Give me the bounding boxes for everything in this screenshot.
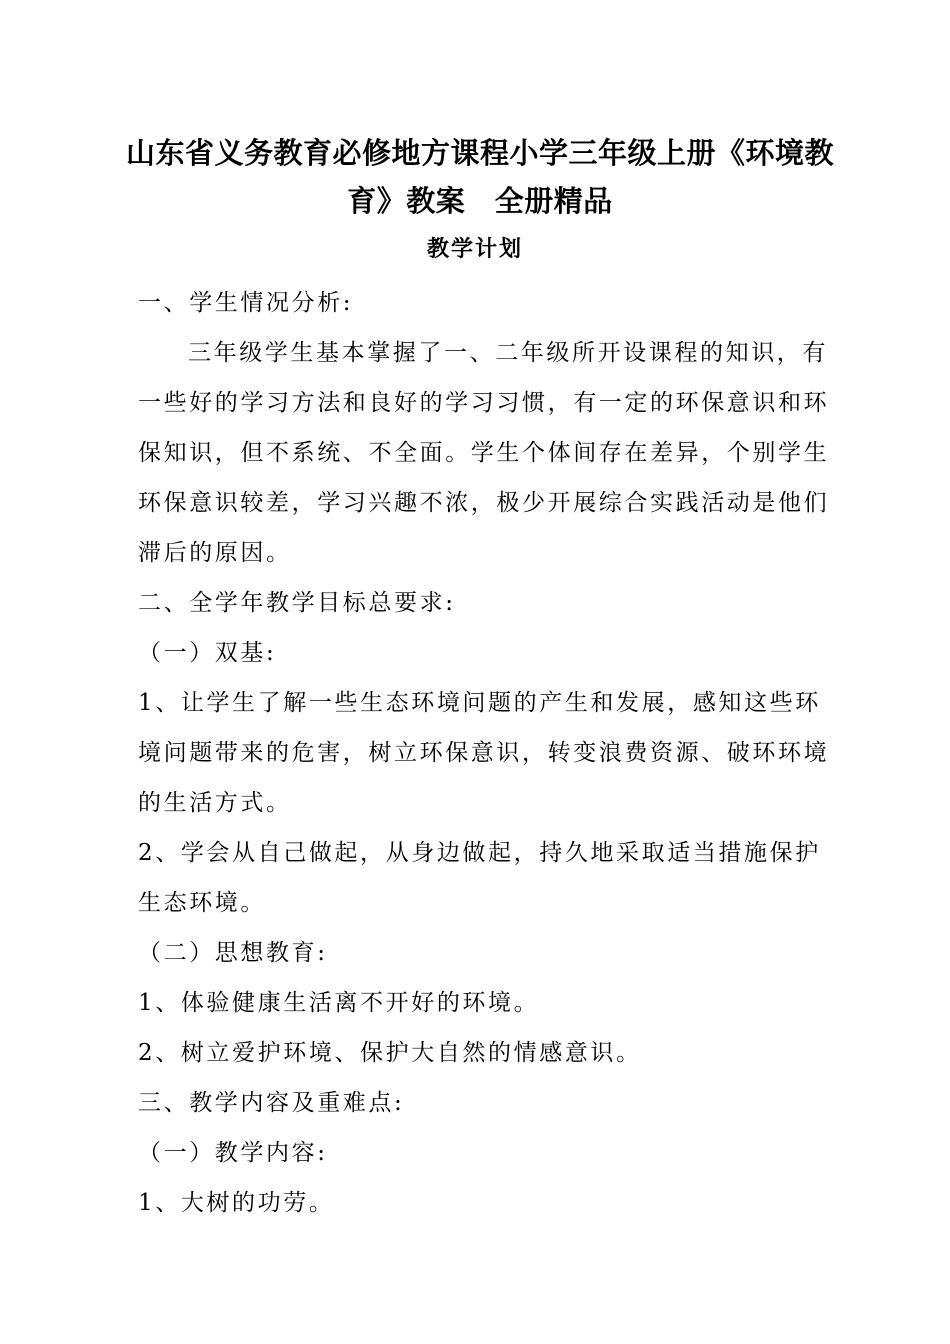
subheading-teaching-content: （一）教学内容: (138, 1140, 328, 1166)
paragraph-line: 滞后的原因。 (138, 540, 292, 566)
heading-student-analysis: 一、学生情况分析: (138, 290, 354, 316)
paragraph-line: 环保意识较差，学习兴趣不浓，极少开展综合实践活动是他们 (138, 490, 830, 516)
heading-annual-goals: 二、全学年教学目标总要求: (138, 590, 456, 616)
section-heading-teaching-plan: 教学计划 (426, 237, 523, 262)
paragraph-line: 保知识，但不系统、不全面。学生个体间存在差异，个别学生 (138, 440, 830, 466)
list-item-line: 1、体验健康生活离不开好的环境。 (138, 990, 540, 1016)
list-item-line: 的生活方式。 (138, 790, 292, 816)
list-item-line: 1、大树的功劳。 (138, 1190, 335, 1216)
document-title-line-2: 育》教案 全册精品 (347, 184, 613, 218)
document-title-line-1: 山东省义务教育必修地方课程小学三年级上册《环境教 (125, 136, 834, 170)
list-item-line: 1、让学生了解一些生态环境问题的产生和发展，感知这些环 (138, 690, 821, 716)
list-item-line: 境问题带来的危害，树立环保意识，转变浪费资源、破环环境 (138, 740, 830, 766)
list-item-line: 生态环境。 (138, 890, 266, 916)
paragraph-line: 三年级学生基本掌握了一、二年级所开设课程的知识，有 (188, 340, 828, 366)
subheading-moral-education: （二）思想教育: (138, 940, 328, 966)
paragraph-line: 一些好的学习方法和良好的学习习惯，有一定的环保意识和环 (138, 390, 830, 416)
heading-content-and-key-points: 三、教学内容及重难点: (138, 1090, 405, 1116)
subheading-basics: （一）双基: (138, 640, 277, 666)
list-item-line: 2、学会从自己做起，从身边做起，持久地采取适当措施保护 (138, 840, 821, 866)
list-item-line: 2、树立爱护环境、保护大自然的情感意识。 (138, 1040, 642, 1066)
